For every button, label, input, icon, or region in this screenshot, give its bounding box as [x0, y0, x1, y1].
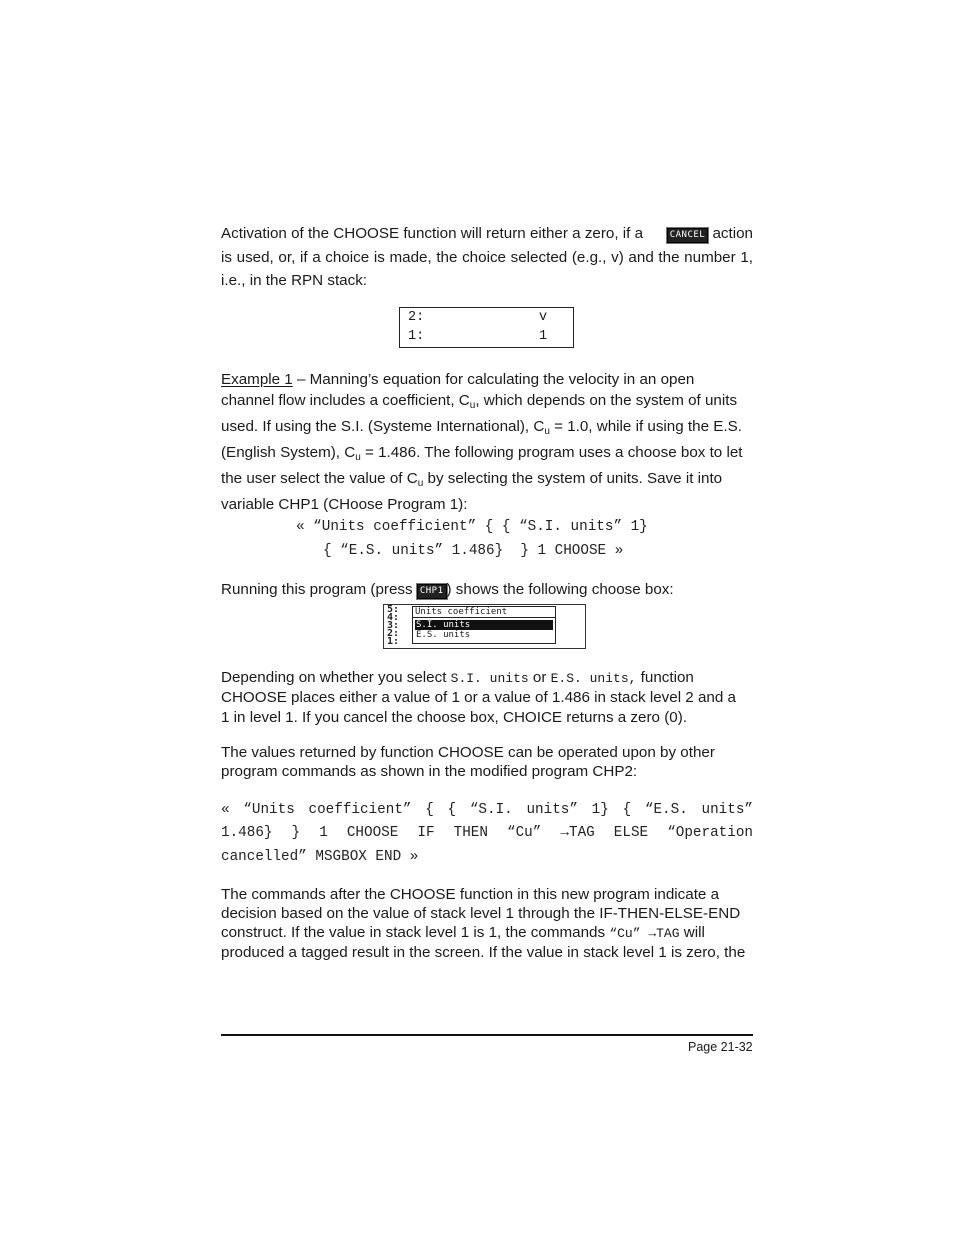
intro-line-1	[221, 222, 753, 246]
code-es-units: E.S. units,	[550, 671, 637, 686]
choose-option-es[interactable]: E.S. units	[416, 630, 471, 640]
run-paragraph	[221, 580, 753, 600]
example-line-5	[221, 468, 753, 494]
depending-text-1: Depending on whether you select	[221, 669, 451, 686]
intro-line-2: is used, or, if a choice is made, the choice selected (e.g., v) and the number 1,	[221, 248, 753, 266]
example-line-2	[221, 390, 753, 416]
example-line-5a: the user select the value of C	[221, 470, 418, 487]
commands-line-4: produced a tagged result in the screen. If the value in stack level 1 is zero, the	[221, 944, 746, 961]
stack-level-label: 1:	[408, 329, 425, 344]
program-chp2-line-3: cancelled” MSGBOX END »	[221, 849, 419, 865]
values-line-1: The values returned by function CHOOSE can be operated upon by other	[221, 744, 715, 761]
chp1-softkey-icon: CHP1	[417, 584, 447, 599]
rpn-stack-display	[399, 307, 574, 348]
program-chp2-line-2: 1.486} } 1 CHOOSE IF THEN “Cu” →TAG ELSE “Operation	[221, 825, 753, 841]
page-number: Page 21-32	[688, 1040, 753, 1054]
example-line-5b: by selecting the system of units. Save it into	[423, 470, 723, 487]
choose-box-title: Units coefficient	[415, 607, 508, 617]
commands-line-3a: construct. If the value in stack level 1 is 1, the commands	[221, 924, 610, 941]
stack-level-2	[400, 308, 573, 327]
depending-or: or	[528, 669, 551, 686]
example-line-4	[221, 442, 753, 468]
intro-line-1-text: Activation of the CHOOSE function will return either a zero, if a	[221, 225, 644, 242]
example-label: Example 1	[221, 371, 293, 388]
intro-line-1-end: action	[712, 225, 753, 242]
commands-line-3	[221, 923, 753, 943]
example-line-1-text: – Manning’s equation for calculating the velocity in an open	[292, 371, 695, 388]
stack-level-value: v	[539, 310, 548, 325]
subscript-u: u	[544, 426, 550, 437]
stack-level-value: 1	[539, 329, 548, 344]
depending-paragraph	[221, 668, 753, 727]
screen-level-3: 3:	[387, 620, 400, 631]
values-line-2: program commands as shown in the modified program CHP2:	[221, 763, 638, 781]
example-line-4b: = 1.486. The following program uses a choose box to let	[360, 444, 743, 461]
commands-line-2: decision based on the value of stack level 1 through the IF-THEN-ELSE-END	[221, 905, 741, 922]
depending-text-2: function	[636, 669, 694, 686]
depending-line-2: CHOOSE places either a value of 1 or a value of 1.486 in stack level 2 and a	[221, 689, 736, 707]
stack-level-label: 2:	[408, 310, 425, 325]
screen-level-4: 4:	[387, 612, 400, 623]
footer-rule	[221, 1034, 753, 1036]
example-line-1	[221, 369, 753, 390]
example-line-6: variable CHP1 (CHoose Program 1):	[221, 496, 468, 513]
code-cu-tag: “Cu” →TAG	[609, 926, 680, 941]
intro-paragraph	[221, 222, 753, 293]
example-line-3a: used. If using the S.I. (Systeme International), C	[221, 418, 545, 435]
example-line-3b: = 1.0, while if using the E.S.	[549, 418, 742, 435]
commands-line-1: The commands after the CHOOSE function in this new program indicate a	[221, 886, 720, 903]
run-text-after: ) shows the following choose box:	[446, 581, 674, 598]
depending-line-3: 1 in level 1. If you cancel the choose box, CHOICE returns a zero (0).	[221, 708, 687, 726]
stack-level-1	[400, 327, 573, 346]
commands-paragraph	[221, 885, 753, 962]
commands-line-3b: will	[679, 924, 705, 941]
screen-level-1: 1:	[387, 636, 400, 647]
cancel-softkey-icon: CANCEL	[667, 228, 709, 243]
example-paragraph	[221, 369, 753, 515]
subscript-u: u	[355, 452, 361, 463]
choose-box-divider	[413, 617, 555, 618]
subscript-u: u	[469, 400, 476, 411]
screen-level-2: 2:	[387, 628, 400, 639]
screen-level-5: 5:	[387, 604, 400, 615]
code-si-units: S.I. units	[450, 671, 529, 686]
choose-option-si[interactable]: S.I. units	[415, 620, 553, 630]
example-line-2b: , which depends on the system of units	[475, 392, 738, 409]
program-chp1-line-2: { “E.S. units” 1.486} } 1 CHOOSE »	[323, 543, 624, 559]
program-chp1-line-1: « “Units coefficient” { { “S.I. units” 1}	[296, 519, 648, 535]
depending-line-1	[221, 668, 753, 688]
intro-line-3: i.e., in the RPN stack:	[221, 272, 368, 289]
example-line-2a: channel flow includes a coefficient, C	[221, 392, 470, 409]
example-line-3	[221, 416, 753, 442]
run-text-before: Running this program (press	[221, 581, 417, 598]
values-paragraph	[221, 743, 753, 782]
choose-box-screenshot	[383, 604, 586, 649]
subscript-u: u	[417, 478, 424, 489]
program-chp2-line-1: « “Units coefficient” { { “S.I. units” 1} { “E.S. units”	[221, 802, 753, 818]
choose-box	[412, 606, 556, 644]
example-line-4a: (English System), C	[221, 444, 356, 461]
